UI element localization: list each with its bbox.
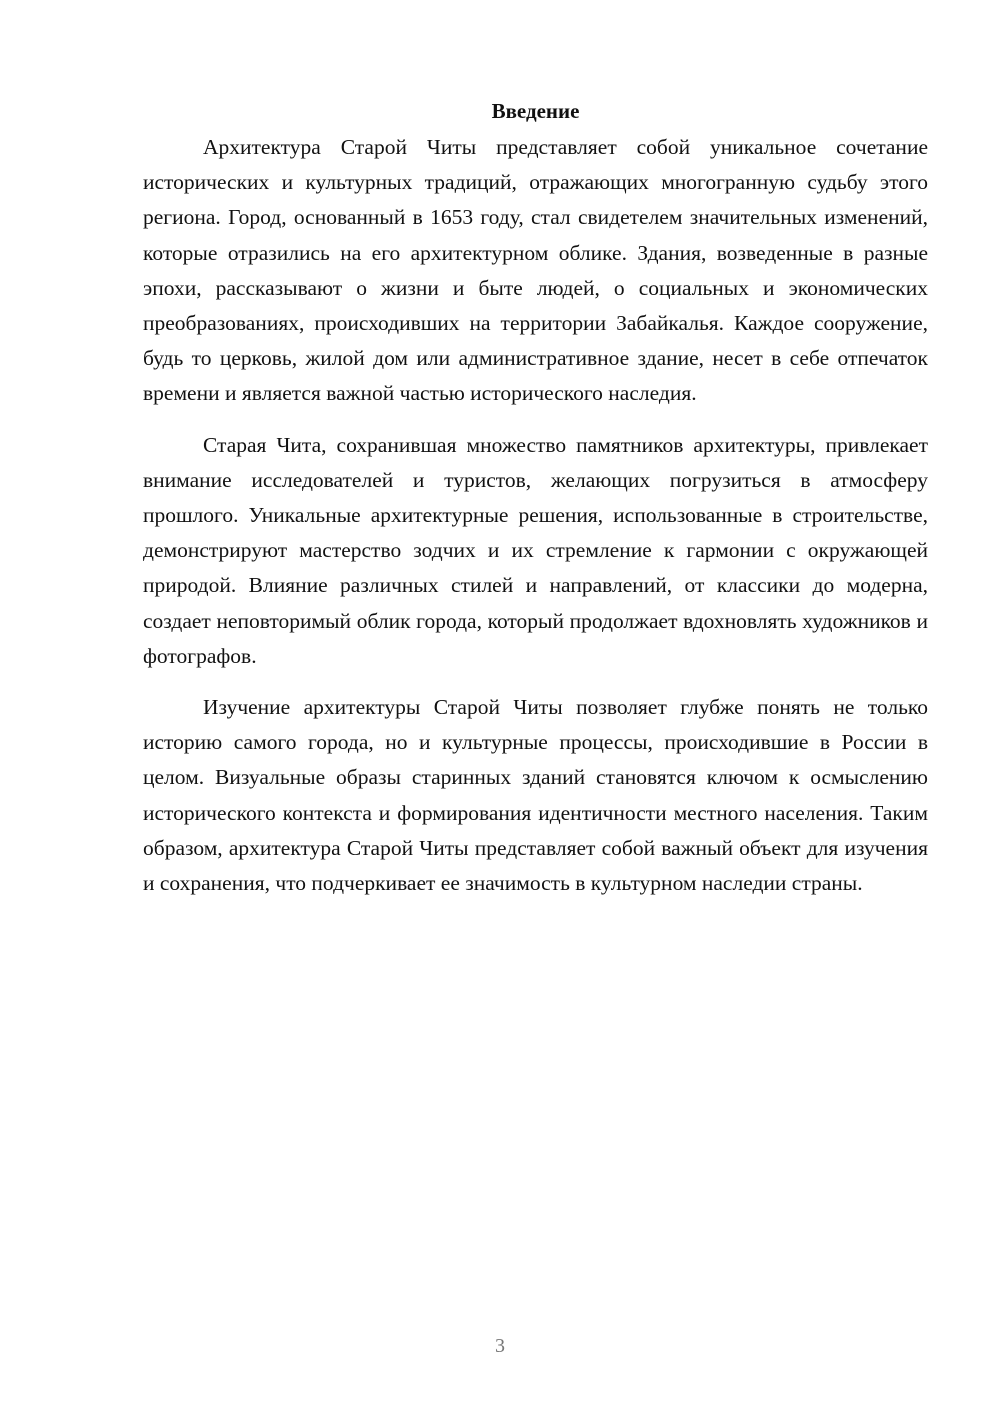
page-number: 3 <box>495 1335 505 1357</box>
section-heading: Введение <box>491 99 580 123</box>
paragraph-1: Архитектура Старой Читы представляет собой уникальное сочетание исторических и культурных традиций, отражающих многогранную судьбу этого региона. Город, основанный в 1653 году, стал свидетелем значительных изменений, которые отразились на его архитектурном облике. Здания, возведенные в разные эпохи, рассказывают о жизни и быте людей, о социальных и экономических преобразованиях, происходивших на территории Забайкалья. Каждое сооружение, будь то церковь, жилой дом или административное здание, несет в себе отпечаток времени и является важной частью исторического наследия. <box>143 135 928 406</box>
paragraph-3: Изучение архитектуры Старой Читы позволяет глубже понять не только историю самого города, но и культурные процессы, происходившие в России в целом. Визуальные образы старинных зданий становятся ключом к осмыслению исторического контекста и формирования идентичности местного населения. Таким образом, архитектура Старой Читы представляет собой важный объект для изучения и сохранения, что подчеркивает ее значимость в культурном наследии страны. <box>143 695 928 896</box>
page-content <box>143 96 928 917</box>
paragraph-2: Старая Чита, сохранившая множество памятников архитектуры, привлекает внимание исследователей и туристов, желающих погрузиться в атмосферу прошлого. Уникальные архитектурные решения, использованные в строительстве, демонстрируют мастерство зодчих и их стремление к гармонии с окружающей природой. Влияние различных стилей и направлений, от классики до модерна, создает неповторимый облик города, который продолжает вдохновлять художников и фотографов. <box>143 432 928 668</box>
